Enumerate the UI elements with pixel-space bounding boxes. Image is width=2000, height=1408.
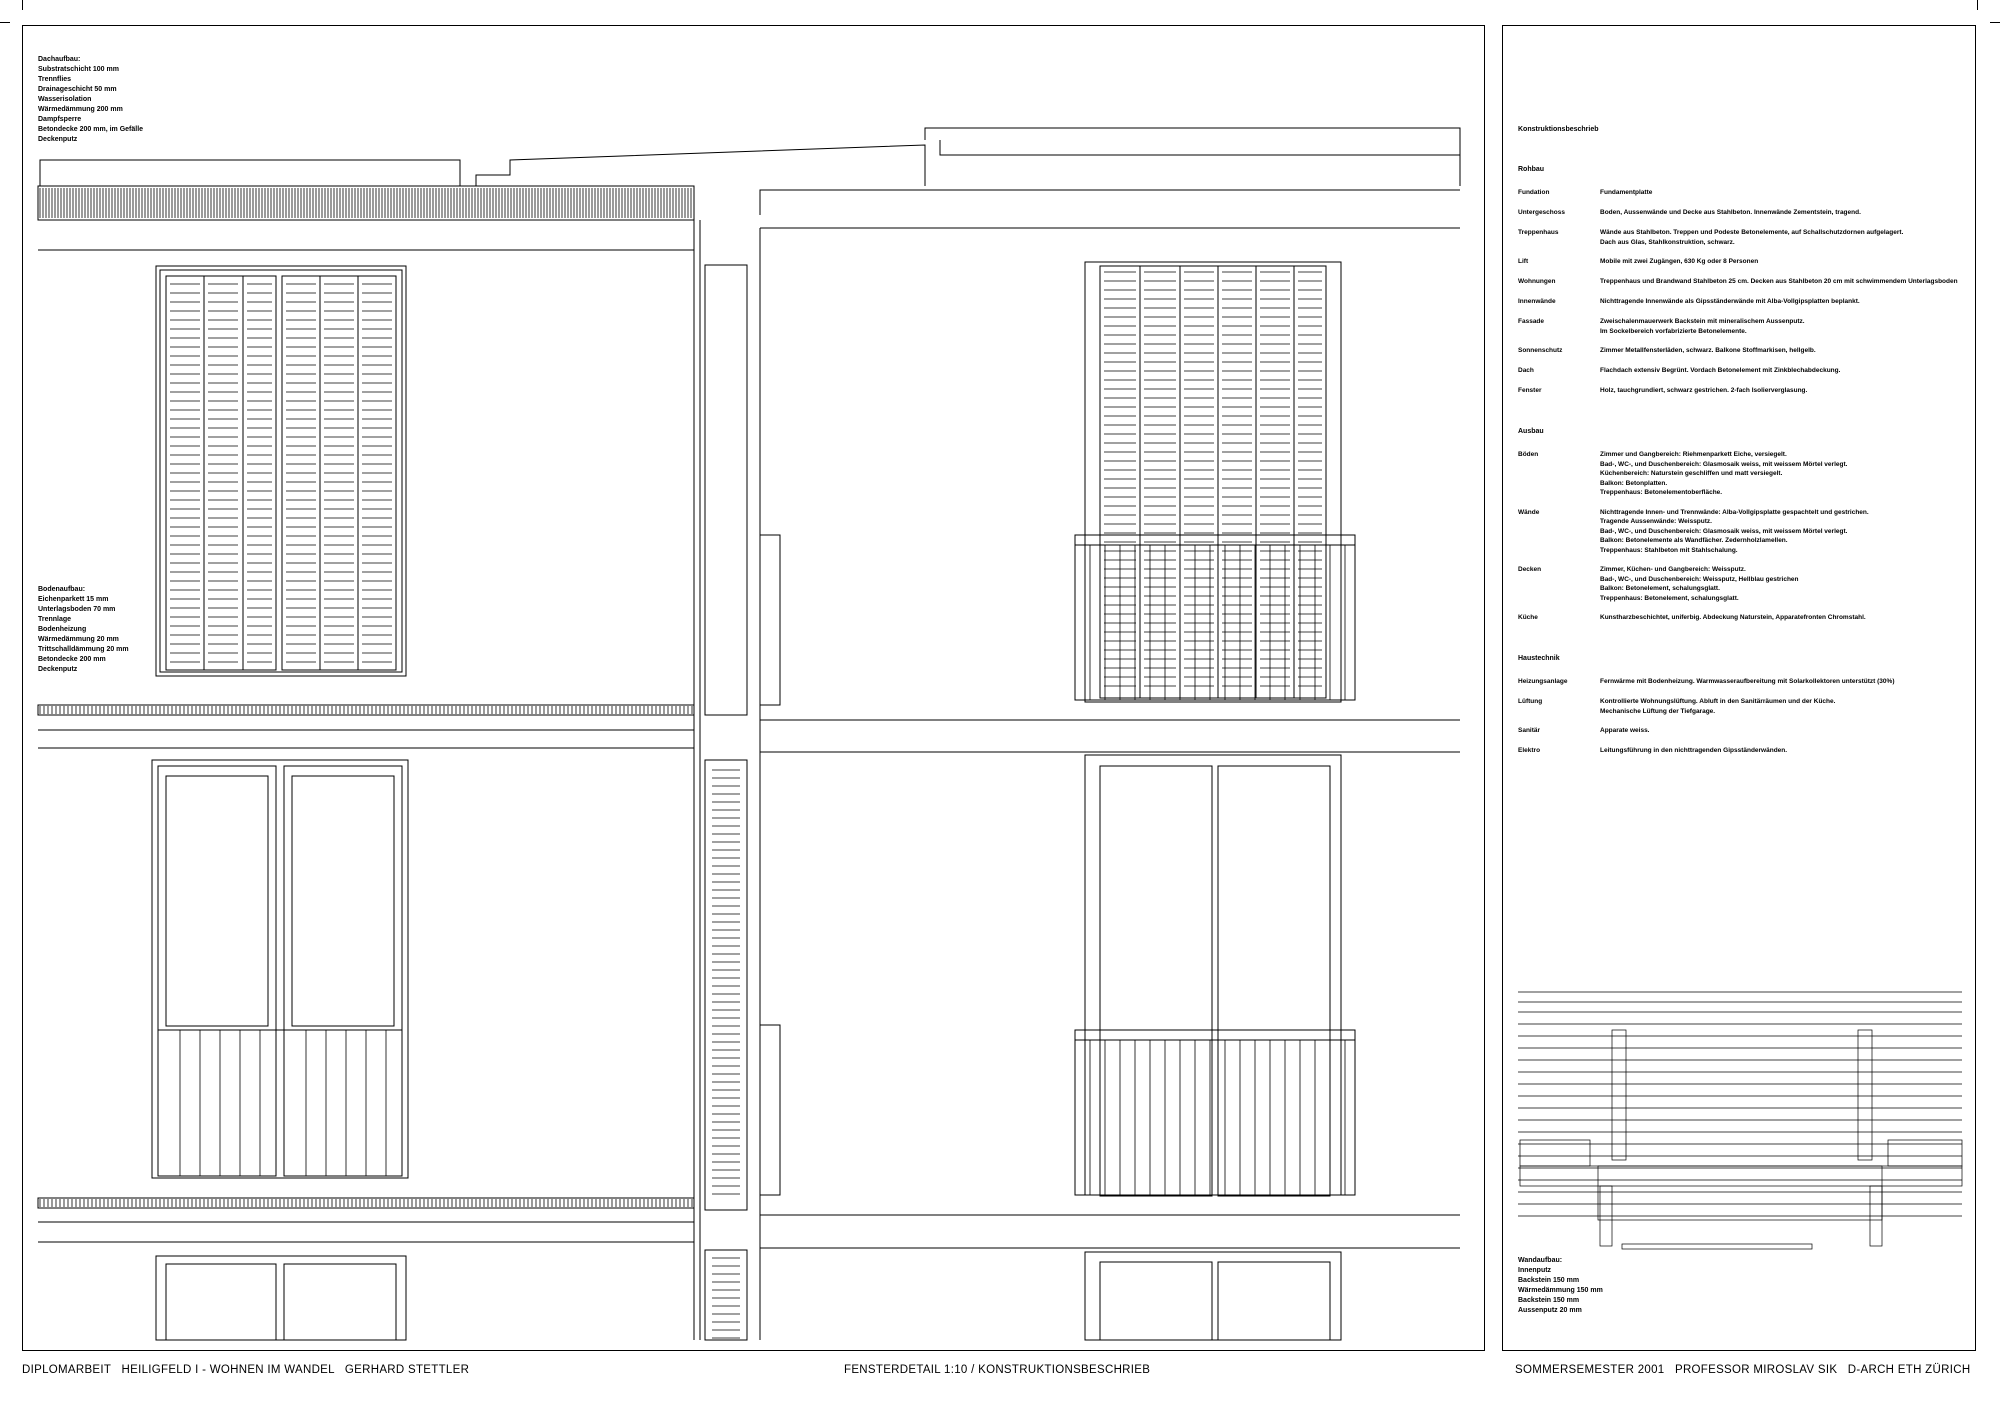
wall-note-line: Innenputz [1518,1267,1552,1274]
wall-note-line: Backstein 150 mm [1518,1297,1580,1304]
spec-row-text: Nichttragende Innen- und Trennwände: Alba-Vollgipsplatte gespachtelt und gestrichen. Tragende Aussenwände: Weissputz. Bad-, WC-, und Duschenbereich: Glasmosaik weiss, mit weissem Mörtel verlegt. Balkon: Betonelemente als Wandfächer. Zedernholzlamellen. Treppenhaus: Stahlbeton mit Stahlschalung. [1600,508,1869,554]
floor-note-line: Deckenputz [38,666,78,673]
wall-note-line: Wandaufbau: [1518,1257,1563,1264]
spec-row-text: Fernwärme mit Bodenheizung. Warmwasseraufbereitung mit Solarkollektoren unterstützt (30%) [1600,678,1895,685]
spec-row-label: Sonnenschutz [1518,347,1563,354]
spec-row-text: Kontrollierte Wohnungslüftung. Abluft in den Sanitärräumen und der Küche. Mechanische Lüftung der Tiefgarage. [1600,698,1836,715]
spec-row-text: Treppenhaus und Brandwand Stahlbeton 25 cm. Decken aus Stahlbeton 20 cm mit schwimmendem Unterlagsboden [1600,278,1958,285]
roof-note-line: Wärmedämmung 200 mm [38,106,123,113]
roof-note-line: Drainageschicht 50 mm [38,86,117,93]
roof-buildup-notes [38,55,143,145]
floor-note-line: Bodenheizung [38,626,87,633]
roof-note-line: Substratschicht 100 mm [38,66,119,73]
spec-row-text: Nichttragende Innenwände als Gipsständerwände mit Alba-Vollgipsplatten beplankt. [1600,298,1860,305]
spec-row-label: Heizungsanlage [1518,678,1568,685]
spec-row-text: Mobile mit zwei Zugängen, 630 Kg oder 8 Personen [1600,258,1759,265]
spec-row-label: Fenster [1518,387,1542,394]
spec-row-text: Leitungsführung in den nichttragenden Gipsständerwänden. [1600,747,1788,754]
footer-project: DIPLOMARBEIT HEILIGFELD I - WOHNEN IM WANDEL GERHARD STETTLER [22,1364,470,1376]
spec-row-label: Lift [1518,258,1529,265]
spec-row-label: Decken [1518,566,1542,573]
spec-section-heading: Ausbau [1518,428,1544,435]
roof-note-line: Trennflies [38,76,72,83]
floor-note-line: Betondecke 200 mm [38,656,106,663]
spec-row-text: Boden, Aussenwände und Decke aus Stahlbeton. Innenwände Zementstein, tragend. [1600,209,1861,216]
spec-row-text: Kunstharzbeschichtet, uniferbig. Abdeckung Naturstein, Apparatefronten Chromstahl. [1600,614,1866,621]
spec-row-label: Küche [1518,614,1538,621]
roof-note-line: Dachaufbau: [38,56,81,63]
wall-note-line: Wärmedämmung 150 mm [1518,1287,1603,1294]
floor-note-line: Bodenaufbau: [38,586,86,593]
spec-section-heading: Rohbau [1518,166,1545,173]
wall-buildup-notes [1518,1256,1603,1316]
roof-note-line: Dampfsperre [38,116,82,123]
floor-buildup-notes [38,585,129,675]
wall-note-line: Aussenputz 20 mm [1518,1307,1582,1314]
floor-note-line: Eichenparkett 15 mm [38,596,109,603]
floor-note-line: Trittschalldämmung 20 mm [38,646,129,653]
roof-note-line: Betondecke 200 mm, im Gefälle [38,126,144,133]
spec-row-label: Fundation [1518,189,1550,196]
spec-row-text: Wände aus Stahlbeton. Treppen und Podeste Betonelemente, auf Schallschutzdornen aufgelagert. Dach aus Glas, Stahlkonstruktion, schwarz. [1600,229,1904,246]
spec-row-label: Dach [1518,367,1534,374]
spec-row-label: Böden [1518,451,1539,458]
footer-semester: SOMMERSEMESTER 2001 PROFESSOR MIROSLAV SIK D-ARCH ETH ZÜRICH [1515,1364,1971,1376]
spec-row-label: Sanitär [1518,727,1541,734]
spec-row-label: Innenwände [1518,298,1556,305]
floor-note-line: Wärmedämmung 20 mm [38,636,119,643]
roof-note-line: Deckenputz [38,136,78,143]
spec-title: Konstruktionsbeschrieb [1518,126,1599,133]
spec-row-label: Fassade [1518,318,1545,325]
roof-note-line: Wasserisolation [38,96,92,103]
spec-row-text: Zimmer Metallfensterläden, schwarz. Balkone Stoffmarkisen, hellgelb. [1600,347,1816,354]
spec-row-text: Zimmer, Küchen- und Gangbereich: Weissputz. Bad-, WC-, und Duschenbereich: Weissputz, Hellblau gestrichen Balkon: Betonelement, schalungsglatt. Treppenhaus: Betonelement, schalungsglatt. [1600,566,1799,602]
spec-row-label: Wohnungen [1518,278,1556,285]
spec-row-text: Apparate weiss. [1600,727,1650,734]
floor-note-line: Trennlage [38,616,72,623]
footer-sheet-title: FENSTERDETAIL 1:10 / KONSTRUKTIONSBESCHRIEB [844,1364,1151,1376]
spec-row-label: Untergeschoss [1518,209,1565,216]
spec-section-heading: Haustechnik [1518,655,1560,662]
spec-row-text: Zimmer und Gangbereich: Riehmenparkett Eiche, versiegelt. Bad-, WC-, und Duschenbereich: Glasmosaik weiss, mit weissem Mörtel verlegt. Küchenbereich: Naturstein geschliffen und matt versiegelt. Balkon: Betonplatten. Treppenhaus: Betonelementoberfläche. [1600,451,1848,496]
spec-row-text: Zweischalenmauerwerk Backstein mit mineralischem Aussenputz. Im Sockelbereich vorfabrizierte Betonelemente. [1600,318,1805,335]
spec-row-label: Treppenhaus [1518,229,1559,236]
spec-row-label: Elektro [1518,747,1541,754]
wall-note-line: Backstein 150 mm [1518,1277,1580,1284]
spec-row-label: Lüftung [1518,698,1543,705]
spec-row-text: Fundamentplatte [1600,189,1653,196]
spec-row-text: Holz, tauchgrundiert, schwarz gestrichen. 2-fach Isolierverglasung. [1600,387,1808,394]
spec-row-label: Wände [1518,508,1540,516]
spec-row-text: Flachdach extensiv Begrünt. Vordach Betonelement mit Zinkblechabdeckung. [1600,367,1841,374]
floor-note-line: Unterlagsboden 70 mm [38,606,116,613]
